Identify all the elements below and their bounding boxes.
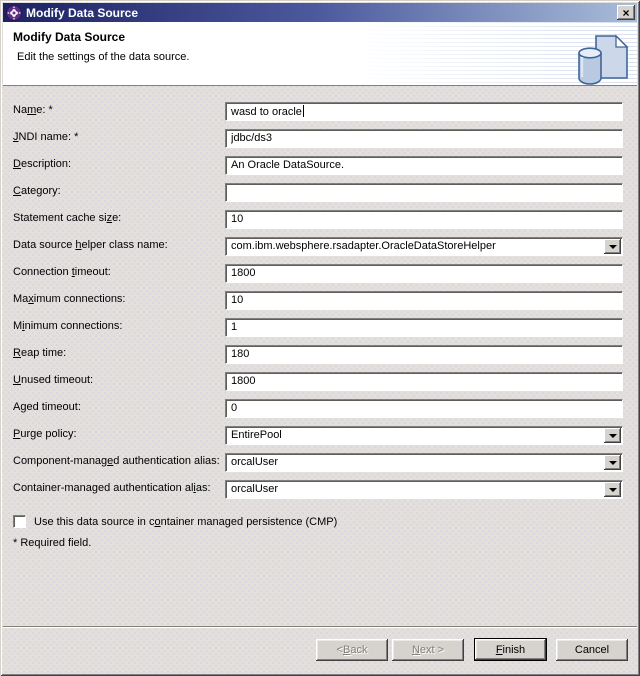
purge-policy-dropdown-button[interactable] (604, 428, 621, 443)
minimum-connections-input[interactable]: 1 (225, 318, 623, 337)
unused-timeout-input[interactable]: 1800 (225, 372, 623, 391)
aged-timeout-input[interactable]: 0 (225, 399, 623, 418)
container-managed-authentication-alias-combo[interactable]: orcalUser (225, 480, 623, 499)
container-managed-authentication-alias-label: Container-managed authentication alias: (13, 482, 211, 494)
statement-cache-size-row (3, 207, 637, 234)
name-label: Name: * (13, 104, 53, 116)
name-input[interactable]: wasd to oracle (225, 102, 623, 121)
chevron-down-icon (609, 461, 617, 465)
description-input[interactable]: An Oracle DataSource. (225, 156, 623, 175)
aged-timeout-label: Aged timeout: (13, 401, 81, 413)
required-field-note: * Required field. (13, 537, 92, 549)
data-source-helper-class-name-combo[interactable]: com.ibm.websphere.rsadapter.OracleDataStoreHelper (225, 237, 623, 256)
container-managed-authentication-alias-dropdown-button[interactable] (604, 482, 621, 497)
next-button[interactable]: N ext > (392, 639, 464, 661)
component-managed-authentication-alias-label: Component-managed authentication alias: (13, 455, 220, 467)
back-button[interactable]: < B ack (316, 639, 388, 661)
connection-timeout-input[interactable]: 1800 (225, 264, 623, 283)
banner-subtitle: Edit the settings of the data source. (17, 51, 190, 63)
close-icon: × (622, 5, 630, 20)
data-source-helper-class-name-dropdown-button[interactable] (604, 239, 621, 254)
jndi-name-label: JNDI name: * (13, 131, 79, 143)
connection-timeout-row (3, 261, 637, 288)
banner-title: Modify Data Source (13, 30, 126, 44)
description-label: Description: (13, 158, 72, 170)
minimum-connections-label: Minimum connections: (13, 320, 123, 332)
data-source-helper-class-name-row (3, 234, 637, 261)
aged-timeout-row (3, 396, 637, 423)
purge-policy-combo[interactable]: EntirePool (225, 426, 623, 445)
container-managed-authentication-alias-row (3, 477, 637, 504)
text-caret (303, 105, 304, 117)
cmp-checkbox-label: Use this data source in container managed persistence (CMP) (34, 515, 338, 528)
unused-timeout-row (3, 369, 637, 396)
purge-policy-label: Purge policy: (13, 428, 77, 440)
cmp-checkbox-row (13, 514, 337, 529)
category-input[interactable] (225, 183, 623, 202)
category-row (3, 180, 637, 207)
chevron-down-icon (609, 488, 617, 492)
component-managed-authentication-alias-dropdown-button[interactable] (604, 455, 621, 470)
reap-time-input[interactable]: 180 (225, 345, 623, 364)
maximum-connections-input[interactable]: 10 (225, 291, 623, 310)
cancel-button[interactable]: Cancel (556, 639, 628, 661)
cmp-checkbox[interactable] (13, 515, 26, 528)
statement-cache-size-label: Statement cache size: (13, 212, 122, 224)
component-managed-authentication-alias-row (3, 450, 637, 477)
chevron-down-icon (609, 434, 617, 438)
jndi-name-input[interactable]: jdbc/ds3 (225, 129, 623, 148)
window-title: Modify Data Source (26, 5, 139, 20)
reap-time-label: Reap time: (13, 347, 67, 359)
reap-time-row (3, 342, 637, 369)
maximum-connections-label: Maximum connections: (13, 293, 126, 305)
maximum-connections-row (3, 288, 637, 315)
finish-button[interactable]: F inish (474, 638, 547, 661)
purge-policy-row (3, 423, 637, 450)
data-source-helper-class-name-label: Data source helper class name: (13, 239, 168, 251)
category-label: Category: (13, 185, 61, 197)
description-row (3, 153, 637, 180)
jndi-name-row (3, 126, 637, 153)
button-bar-separator (3, 626, 637, 628)
name-row (3, 99, 637, 126)
connection-timeout-label: Connection timeout: (13, 266, 111, 278)
component-managed-authentication-alias-combo[interactable]: orcalUser (225, 453, 623, 472)
chevron-down-icon (609, 245, 617, 249)
unused-timeout-label: Unused timeout: (13, 374, 94, 386)
minimum-connections-row (3, 315, 637, 342)
statement-cache-size-input[interactable]: 10 (225, 210, 623, 229)
